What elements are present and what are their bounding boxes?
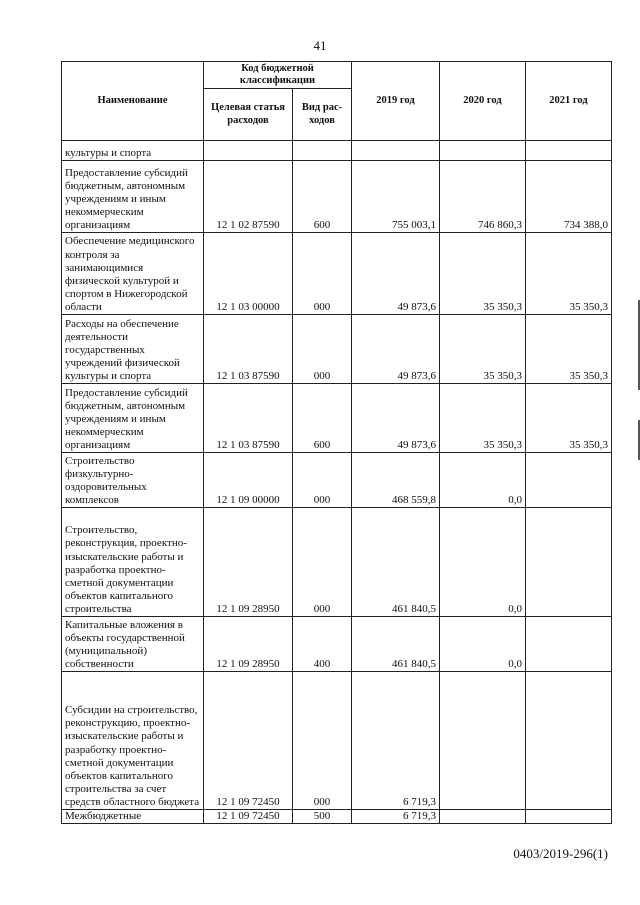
row-value-2021-cell: 35 350,3 bbox=[526, 384, 612, 453]
document-code: 0403/2019-296(1) bbox=[513, 846, 608, 861]
table-row bbox=[62, 617, 612, 672]
table-row bbox=[62, 508, 612, 617]
row-value-2019-cell: 461 840,5 bbox=[352, 508, 440, 617]
row-target-code-cell: 12 1 09 72450 bbox=[204, 672, 293, 810]
row-expense-type-cell: 600 bbox=[293, 161, 352, 233]
row-target-code-cell: 12 1 03 87590 bbox=[204, 384, 293, 453]
row-expense-type-cell: 000 bbox=[293, 315, 352, 384]
header-kbk: Код бюджетной классификации bbox=[204, 62, 352, 89]
row-target-code-cell: 12 1 09 00000 bbox=[204, 453, 293, 508]
row-name-cell: Межбюджетные bbox=[62, 810, 204, 824]
row-name-cell: Предоставление субсидий бюджетным, автономным учреждениям и иным некоммерческим организациям bbox=[62, 161, 204, 233]
header-2019: 2019 год bbox=[352, 62, 440, 141]
table-row bbox=[62, 453, 612, 508]
row-value-2021-cell bbox=[526, 672, 612, 810]
row-target-code-cell bbox=[204, 141, 293, 161]
table-row bbox=[62, 315, 612, 384]
table-row bbox=[62, 672, 612, 810]
row-value-2021-cell bbox=[526, 141, 612, 161]
row-value-2021-cell bbox=[526, 508, 612, 617]
row-value-2020-cell: 35 350,3 bbox=[440, 233, 526, 315]
row-value-2020-cell: 746 860,3 bbox=[440, 161, 526, 233]
budget-table bbox=[61, 61, 612, 824]
row-value-2020-cell bbox=[440, 672, 526, 810]
page-number: 41 bbox=[313, 38, 327, 53]
row-target-code-cell: 12 1 03 87590 bbox=[204, 315, 293, 384]
row-expense-type-cell: 000 bbox=[293, 233, 352, 315]
row-value-2021-cell: 35 350,3 bbox=[526, 315, 612, 384]
row-value-2019-cell: 6 719,3 bbox=[352, 810, 440, 824]
row-value-2021-cell bbox=[526, 453, 612, 508]
row-value-2021-cell: 734 388,0 bbox=[526, 161, 612, 233]
row-value-2019-cell: 6 719,3 bbox=[352, 672, 440, 810]
row-value-2020-cell bbox=[440, 141, 526, 161]
header-name: Наименование bbox=[62, 62, 204, 141]
row-target-code-cell: 12 1 09 28950 bbox=[204, 508, 293, 617]
table-row bbox=[62, 810, 612, 824]
row-expense-type-cell: 500 bbox=[293, 810, 352, 824]
header-2020: 2020 год bbox=[440, 62, 526, 141]
row-name-cell: Предоставление субсидий бюджетным, автономным учреждениям и иным некоммерческим организациям bbox=[62, 384, 204, 453]
row-name-cell: Субсидии на строительство, реконструкцию, проектно-изыскательские работы и разработку проектно-сметной документации объектов капитального строительства за счет средств областного бюджета bbox=[62, 672, 204, 810]
row-name-cell: культуры и спорта bbox=[62, 141, 204, 161]
row-value-2021-cell: 35 350,3 bbox=[526, 233, 612, 315]
row-expense-type-cell: 000 bbox=[293, 672, 352, 810]
row-value-2019-cell: 49 873,6 bbox=[352, 384, 440, 453]
row-value-2020-cell: 0,0 bbox=[440, 617, 526, 672]
row-value-2019-cell bbox=[352, 141, 440, 161]
row-value-2019-cell: 468 559,8 bbox=[352, 453, 440, 508]
row-value-2020-cell: 35 350,3 bbox=[440, 384, 526, 453]
header-2021: 2021 год bbox=[526, 62, 612, 141]
table-row bbox=[62, 161, 612, 233]
row-target-code-cell: 12 1 03 00000 bbox=[204, 233, 293, 315]
row-expense-type-cell: 000 bbox=[293, 453, 352, 508]
row-target-code-cell: 12 1 09 72450 bbox=[204, 810, 293, 824]
row-name-cell: Строительство, реконструкция, проектно-изыскательские работы и разработка проектно-сметной документации объектов капитального строительства bbox=[62, 508, 204, 617]
row-name-cell: Расходы на обеспечение деятельности государственных учреждений физической культуры и спорта bbox=[62, 315, 204, 384]
row-expense-type-cell: 000 bbox=[293, 508, 352, 617]
row-value-2019-cell: 461 840,5 bbox=[352, 617, 440, 672]
row-target-code-cell: 12 1 09 28950 bbox=[204, 617, 293, 672]
row-value-2020-cell: 35 350,3 bbox=[440, 315, 526, 384]
row-name-cell: Капитальные вложения в объекты государственной (муниципальной) собственности bbox=[62, 617, 204, 672]
row-value-2020-cell bbox=[440, 810, 526, 824]
row-value-2019-cell: 49 873,6 bbox=[352, 315, 440, 384]
header-target-article: Целевая статья расходов bbox=[204, 89, 293, 141]
row-value-2020-cell: 0,0 bbox=[440, 508, 526, 617]
table-row bbox=[62, 233, 612, 315]
row-expense-type-cell: 400 bbox=[293, 617, 352, 672]
row-name-cell: Обеспечение медицинского контроля за занимающимися физической культурой и спортом в Нижегородской области bbox=[62, 233, 204, 315]
row-expense-type-cell bbox=[293, 141, 352, 161]
row-value-2021-cell bbox=[526, 810, 612, 824]
row-name-cell: Строительство физкультурно-оздоровительных комплексов bbox=[62, 453, 204, 508]
row-target-code-cell: 12 1 02 87590 bbox=[204, 161, 293, 233]
row-expense-type-cell: 600 bbox=[293, 384, 352, 453]
table-row bbox=[62, 141, 612, 161]
table-row bbox=[62, 384, 612, 453]
row-value-2021-cell bbox=[526, 617, 612, 672]
row-value-2019-cell: 755 003,1 bbox=[352, 161, 440, 233]
row-value-2019-cell: 49 873,6 bbox=[352, 233, 440, 315]
header-expense-type: Вид рас-ходов bbox=[293, 89, 352, 141]
row-value-2020-cell: 0,0 bbox=[440, 453, 526, 508]
